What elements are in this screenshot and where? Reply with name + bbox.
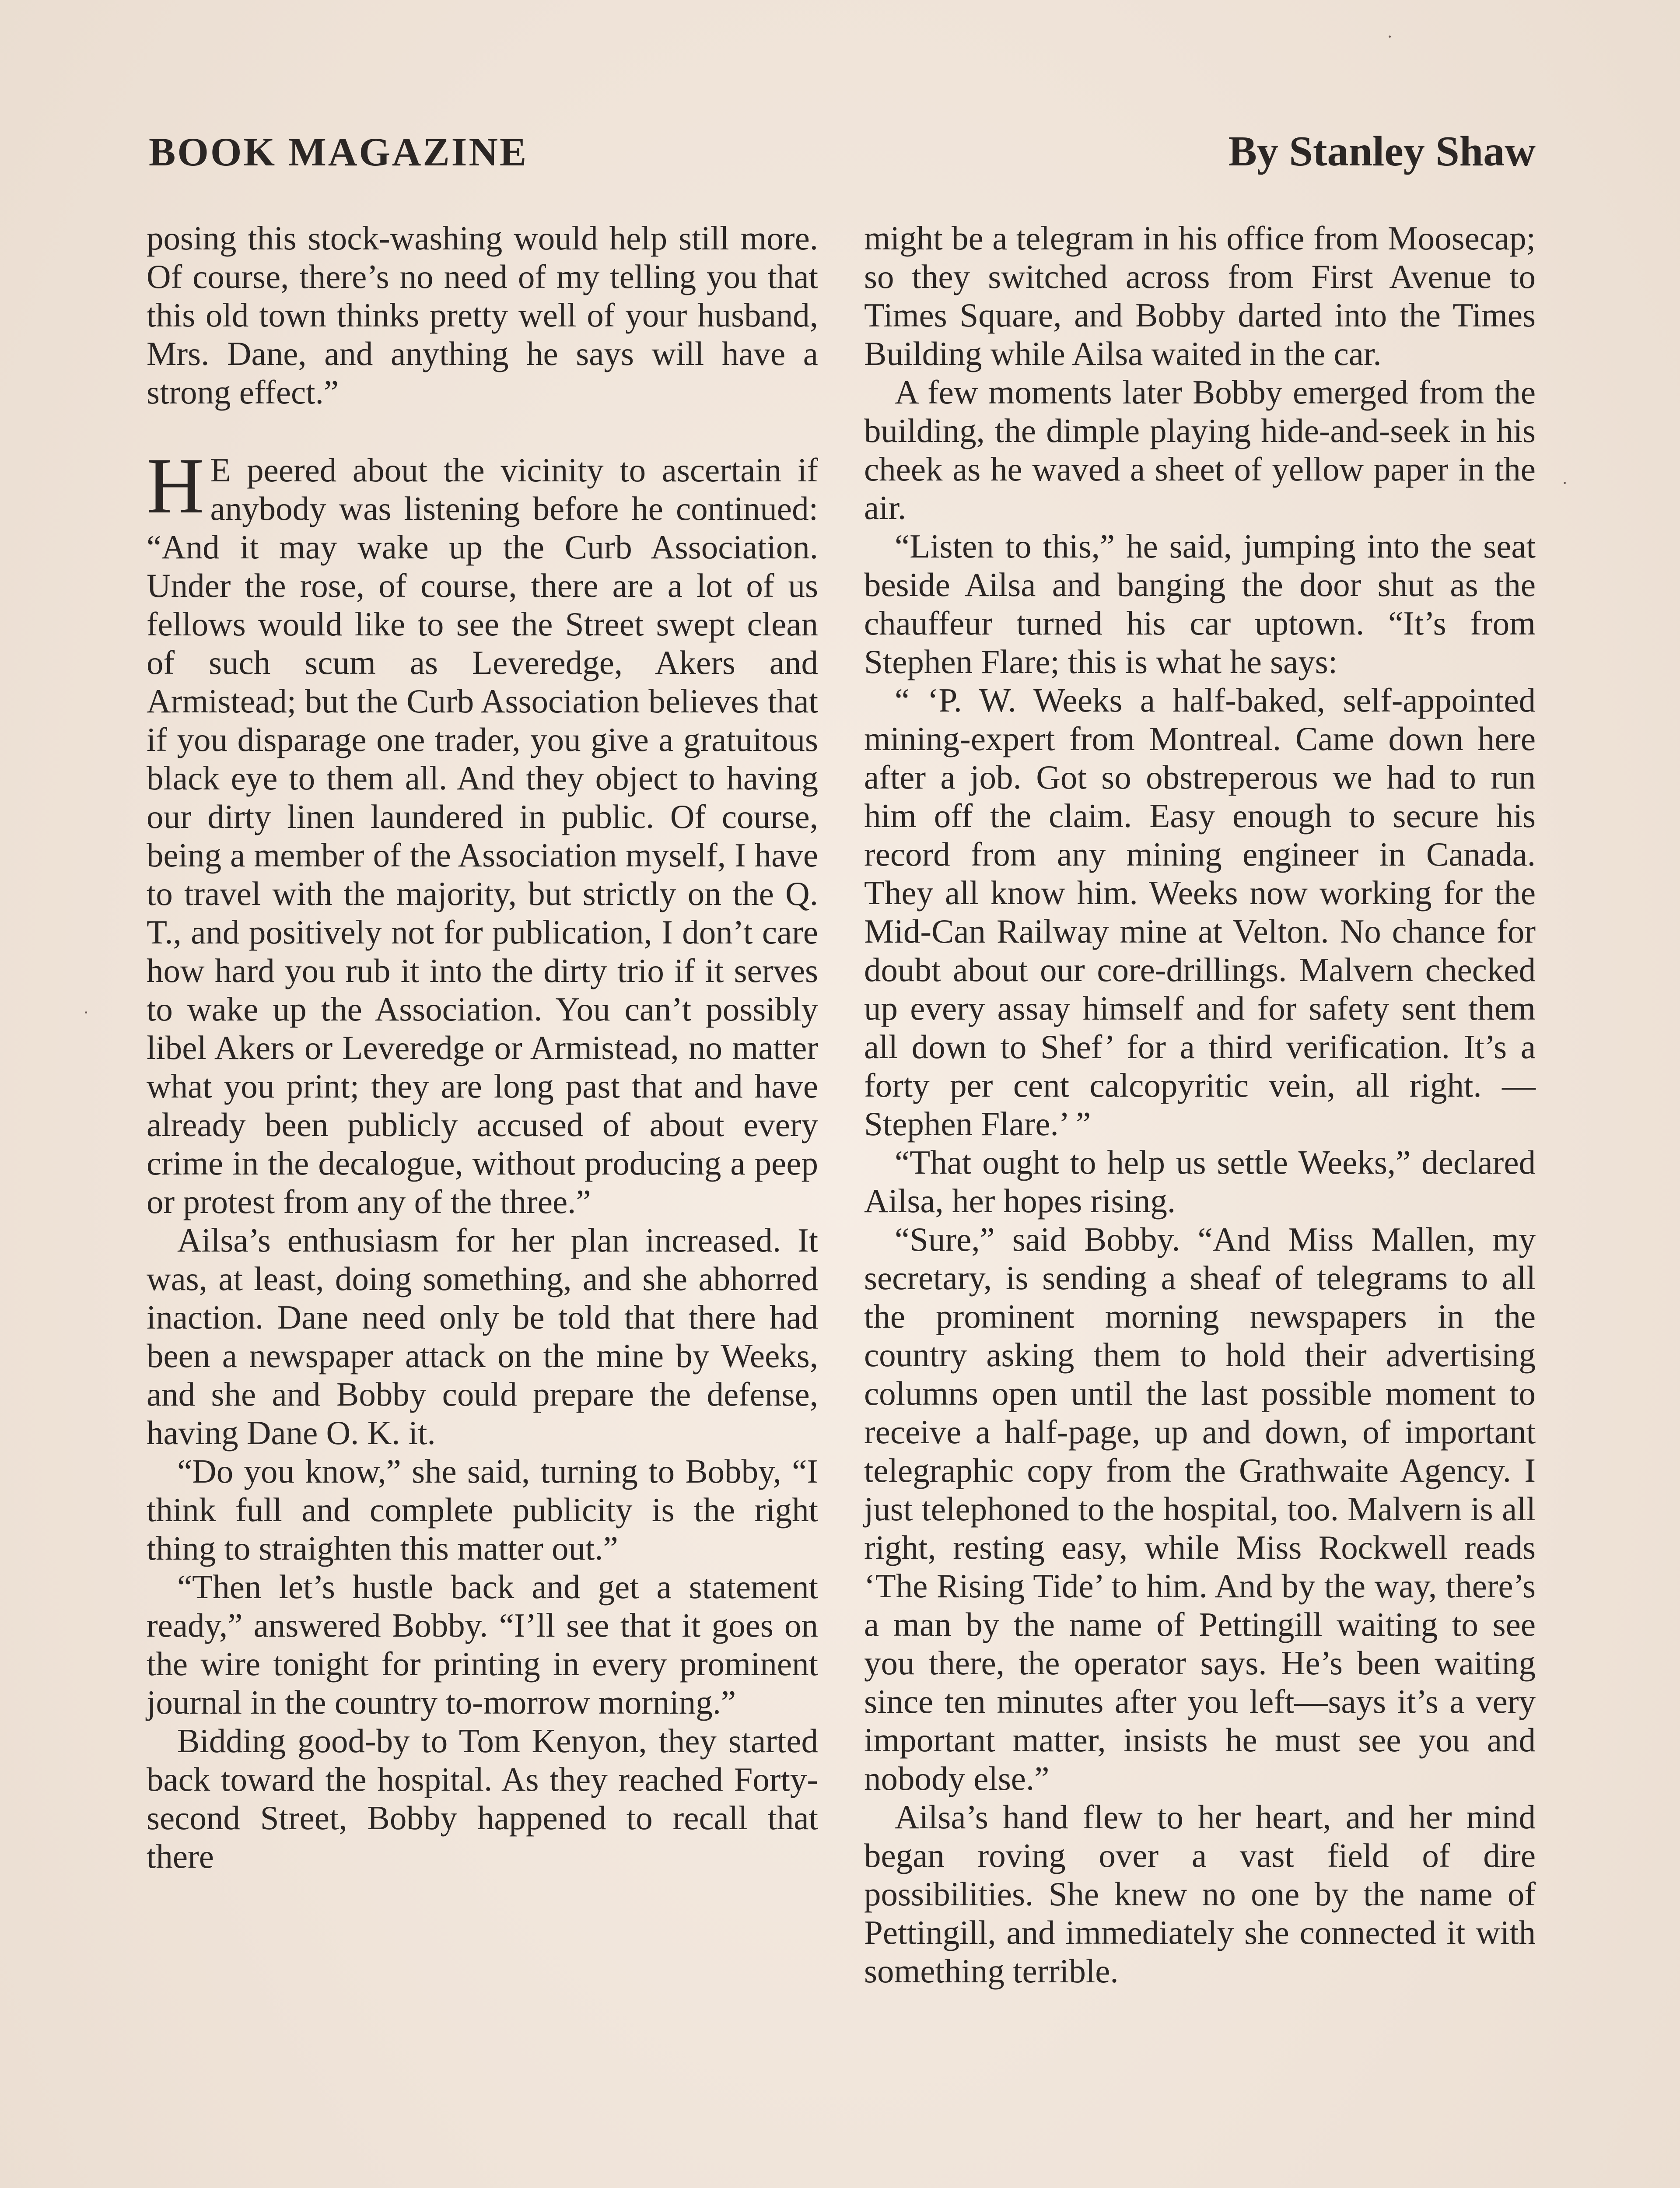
paragraph: might be a telegram in his office from Moosecap; so they switched across from First Avenue to Times Square, and Bobby darted into the Times Building while Ailsa waited in the car. bbox=[864, 219, 1536, 372]
paragraph-text: E peered about the vicinity to ascertain if anybody was listening before he continued: “And it may wake up the Curb Association. Under the rose, of course, there are a lot of us fellows would like to see the Street swept clean of such scum as Leveredge, Akers and Armistead; but the Curb Association believes that if you disparage one trader, you give a gratuitous black eye to them all. And they object to having our dirty linen laundered in public. Of course, being a member of the Association myself, I have to travel with the majority, but strictly on the Q. T., and positively not for publication, I don’t care how hard you rub it into the dirty trio if it serves to wake up the Association. You can’t possibly libel Akers or Leveredge or Armistead, no matter what you print; they are long past that and have already been publicly accused of about every crime in the decalogue, without producing a peep or protest from any of the three.” bbox=[147, 451, 818, 1220]
running-header bbox=[149, 127, 1536, 176]
paragraph: posing this stock-washing would help still more. Of course, there’s no need of my telling you that this old town thinks pretty well of your husband, Mrs. Dane, and anything he says will have a strong effect.” bbox=[147, 219, 818, 411]
left-column bbox=[147, 219, 818, 2188]
paragraph: Bidding good-by to Tom Kenyon, they started back toward the hospital. As they reached Forty-second Street, Bobby happened to recall that there bbox=[147, 1722, 818, 1875]
drop-cap: H bbox=[147, 442, 204, 530]
right-column bbox=[864, 219, 1536, 2188]
paragraph: A few moments later Bobby emerged from the building, the dimple playing hide-and-seek in his cheek as he waved a sheet of yellow paper in the air. bbox=[864, 373, 1536, 526]
paper-speck: · bbox=[1387, 27, 1393, 46]
author-byline: By Stanley Shaw bbox=[1228, 128, 1536, 175]
paragraph: Ailsa’s enthusiasm for her plan increased. It was, at least, doing something, and she abhorred inaction. Dane need only be told that there had been a newspaper attack on the mine by Weeks, and she and Bobby could prepare the defense, having Dane O. K. it. bbox=[147, 1221, 818, 1452]
magazine-title: BOOK MAGAZINE bbox=[149, 130, 528, 174]
paragraph: “Listen to this,” he said, jumping into the seat beside Ailsa and banging the door shut as the chauffeur turned his car uptown. “It’s from Stephen Flare; this is what he says: bbox=[864, 527, 1536, 680]
paragraph-with-dropcap bbox=[147, 442, 818, 1221]
paper-speck: · bbox=[1562, 473, 1568, 493]
paragraph: “Sure,” said Bobby. “And Miss Mallen, my secretary, is sending a sheaf of telegrams to all the prominent morning newspapers in the country asking them to hold their advertising columns open until the last possible moment to receive a half-page, up and down, of important telegraphic copy from the Grathwaite Agency. I just telephoned to the hospital, too. Malvern is all right, resting easy, while Miss Rockwell reads ‘The Rising Tide’ to him. And by the way, there’s a man by the name of Pettingill waiting to see you there, the operator says. He’s been waiting since ten minutes after you left—says it’s a very important matter, insists he must see you and nobody else.” bbox=[864, 1220, 1536, 1797]
paragraph: “ ‘P. W. Weeks a half-baked, self-appointed mining-expert from Montreal. Came down here after a job. Got so obstreperous we had to run him off the claim. Easy enough to secure his record from any mining engineer in Canada. They all know him. Weeks now working for the Mid-Can Railway mine at Velton. No chance for doubt about our core-drillings. Malvern checked up every assay himself and for safety sent them all down to Shef’ for a third verification. It’s a forty per cent calcopyritic vein, all right. —Stephen Flare.’ ” bbox=[864, 681, 1536, 1143]
paper-speck: · bbox=[83, 1003, 89, 1022]
paragraph: “Then let’s hustle back and get a statement ready,” answered Bobby. “I’ll see that it goes on the wire tonight for printing in every prominent journal in the country to-morrow morning.” bbox=[147, 1568, 818, 1721]
text-columns bbox=[147, 219, 1536, 2188]
paragraph: “That ought to help us settle Weeks,” declared Ailsa, her hopes rising. bbox=[864, 1143, 1536, 1220]
paragraph: “Do you know,” she said, turning to Bobby, “I think full and complete publicity is the right thing to straighten this matter out.” bbox=[147, 1452, 818, 1567]
paragraph: Ailsa’s hand flew to her heart, and her mind began roving over a vast field of dire possibilities. She knew no one by the name of Pettingill, and immediately she connected it with something terrible. bbox=[864, 1798, 1536, 1990]
